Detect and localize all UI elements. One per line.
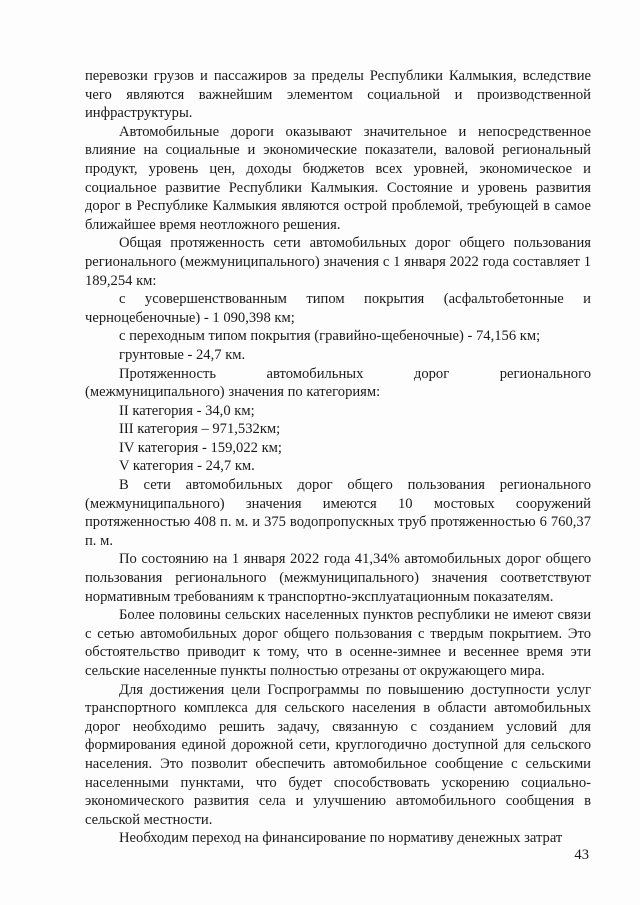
paragraph-network-length: Общая протяженность сети автомобильных дорог общего пользования регионального (межмуниципального) значения с 1 января 2022 года составляет 1 189,254 км: <box>85 235 591 289</box>
list-item-category-3: III категория – 971,532км; <box>119 421 281 438</box>
page-number: 43 <box>574 847 589 863</box>
list-item-category-4: IV категория - 159,022 км; <box>119 439 282 456</box>
paragraph-rural-settlements: Более половины сельских населенных пунктов республики не имеют связи с сетью автомобильных дорог общего пользования с твердым покрытием. Это обстоятельство приводит к тому, что в осенне-зимнее и весеннее время эти сельские населенные пункты полностью отрезаны от окружающего мира. <box>85 607 591 679</box>
paragraph-standards: По состоянию на 1 января 2022 года 41,34% автомобильных дорог общего пользования регионального (межмуниципального) значения соответствуют нормативным требованиям к транспортно-эксплуатационным показателям. <box>85 551 591 605</box>
list-item-gravel: с переходным типом покрытия (гравийно-щебеночные) - 74,156 км; <box>119 328 541 345</box>
list-item-category-5: V категория - 24,7 км. <box>119 458 255 475</box>
paragraph-program-goal: Для достижения цели Госпрограммы по повышению доступности услуг транспортного комплекса для сельского населения в области автомобильных дорог необходимо решить задачу, связанную с созданием условий для формирования единой дорожной сети, круглогодично доступной для сельского населения. Это позволит обеспечить автомобильное сообщение с сельскими населенными пунктами, что будет способствовать ускорению социально-экономического развития села и улучшению автомобильного сообщения в сельской местности. <box>85 681 591 828</box>
paragraph-financing: Необходим переход на финансирование по нормативу денежных затрат <box>119 830 563 847</box>
paragraph-continuation: перевозки грузов и пассажиров за пределы Республики Калмыкия, вследствие чего являются важнейшим элементом социальной и производственной инфраструктуры. <box>85 68 591 122</box>
list-item-asphalt: с усовершенствованным типом покрытия (асфальтобетонные и черноцебеночные) - 1 090,398 км; <box>85 291 591 326</box>
paragraph-bridges: В сети автомобильных дорог общего пользования регионального (межмуниципального) значения имеются 10 мостовых сооружений протяженностью 408 п. м. и 375 водопропускных труб протяженностью 6 760,37 п. м. <box>85 477 591 549</box>
list-item-category-2: II категория - 34,0 км; <box>119 402 255 419</box>
body-text <box>85 67 591 848</box>
list-item-ground: грунтовые - 24,7 км. <box>119 346 246 363</box>
paragraph-roads-influence: Автомобильные дороги оказывают значительное и непосредственное влияние на социальные и экономические показатели, валовой региональный продукт, уровень цен, доходы бюджетов всех уровней, экономическое и социальное развитие Республики Калмыкия. Состояние и уровень развития дорог в Республике Калмыкия являются острой проблемой, требующей в самое ближайшее время неотложного решения. <box>85 123 591 233</box>
paragraph-by-category: Протяженность автомобильных дорог регионального (межмуниципального) значения по категориям: <box>85 365 591 401</box>
